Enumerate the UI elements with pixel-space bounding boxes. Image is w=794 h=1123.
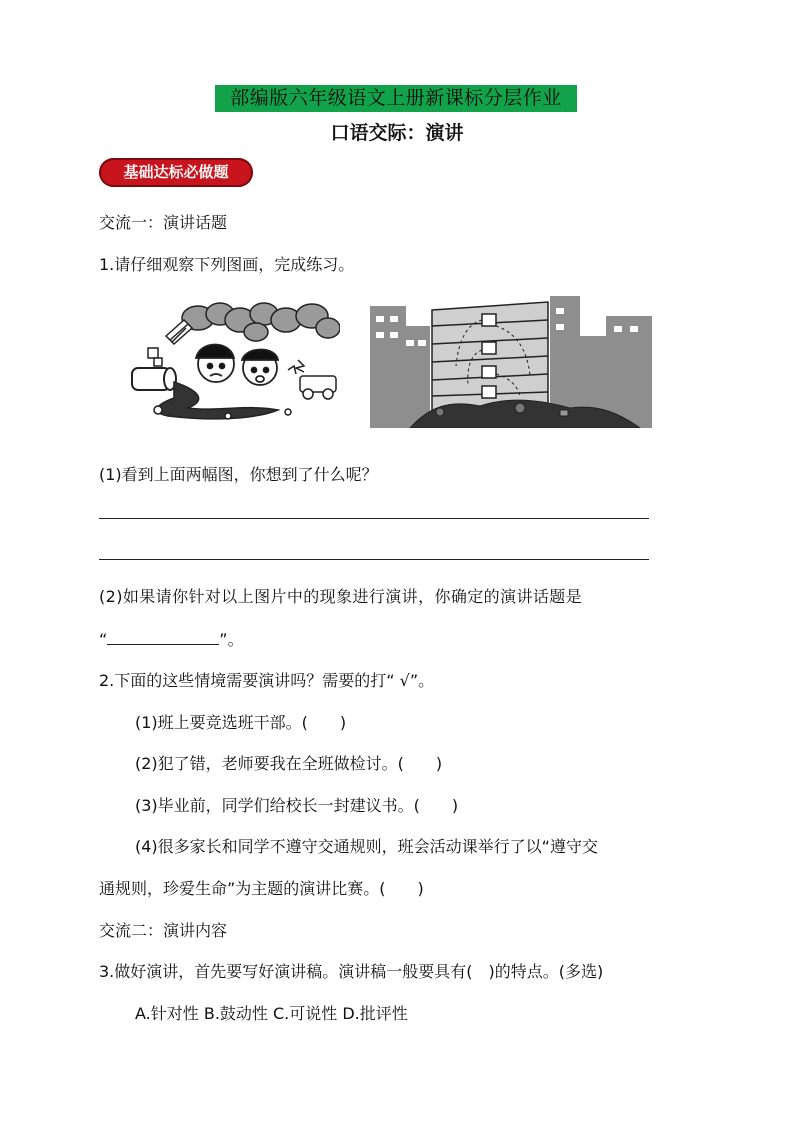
q1-part2-answer (99, 627, 244, 650)
section-badge: 基础达标必做题 (99, 158, 253, 187)
q2-item-4-cont: 通规则，珍爱生命”为主题的演讲比赛。( ) (99, 879, 424, 898)
q2-item-3: (3)毕业前，同学们给校长一封建议书。( ) (135, 796, 459, 815)
q2-item-4: (4)很多家长和同学不遵守交通规则，班会活动课举行了以“遵守交 (135, 837, 598, 856)
answer-line-1[interactable] (99, 518, 649, 519)
open-quote: “ (99, 630, 108, 649)
page-title: 口语交际：演讲 (330, 122, 464, 144)
section2-heading: 交流二：演讲内容 (99, 921, 228, 940)
section1-heading: 交流一：演讲话题 (99, 213, 228, 232)
document-banner: 部编版六年级语文上册新课标分层作业 (215, 85, 577, 112)
answer-line-2[interactable] (99, 559, 649, 560)
pollution-cartoon-image (128, 300, 340, 425)
q2-item-2: (2)犯了错，老师要我在全班做检讨。( ) (135, 754, 443, 773)
q1-part1: (1)看到上面两幅图，你想到了什么呢？ (99, 465, 378, 484)
q2-stem: 2.下面的这些情境需要演讲吗？需要的打“ √”。 (99, 671, 435, 690)
q2-item-1: (1)班上要竞选班干部。( ) (135, 713, 347, 732)
q3-options: A.针对性 B.鼓动性 C.可说性 D.批评性 (135, 1004, 408, 1023)
q1-part2: (2)如果请你针对以上图片中的现象进行演讲，你确定的演讲话题是 (99, 587, 583, 606)
topic-blank[interactable] (107, 630, 219, 645)
building-garbage-cartoon-image (370, 296, 652, 428)
q1-stem: 1.请仔细观察下列图画，完成练习。 (99, 255, 355, 274)
close-quote: ”。 (219, 630, 244, 649)
q3-stem: 3.做好演讲，首先要写好演讲稿。演讲稿一般要具有( )的特点。(多选) (99, 962, 604, 981)
